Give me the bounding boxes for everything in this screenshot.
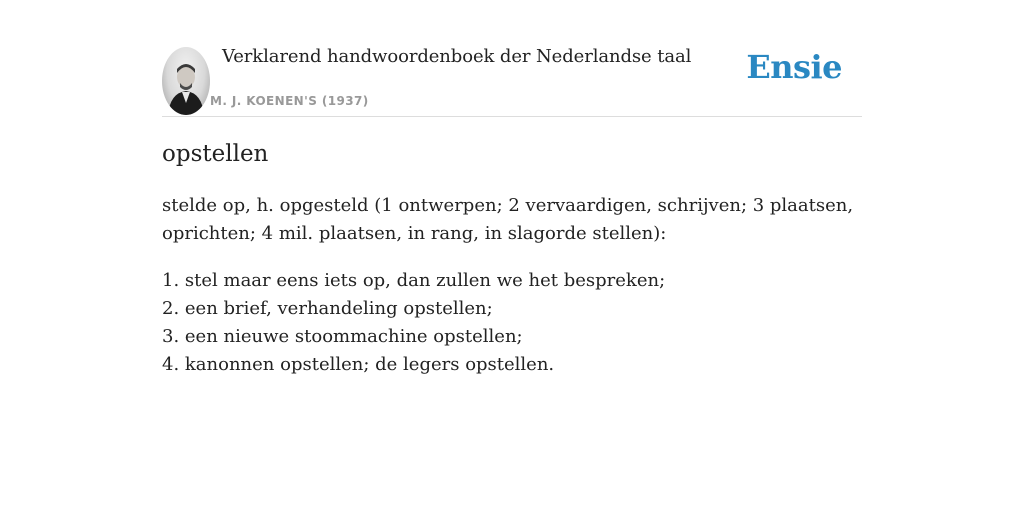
dictionary-header bbox=[162, 0, 862, 117]
example-item: 4. kanonnen opstellen; de legers opstellen. bbox=[162, 354, 555, 375]
example-item: 3. een nieuwe stoommachine opstellen; bbox=[162, 326, 523, 347]
author-portrait-icon bbox=[162, 47, 210, 115]
headword: opstellen bbox=[162, 141, 269, 167]
example-item: 2. een brief, verhandeling opstellen; bbox=[162, 298, 493, 319]
example-item: 1. stel maar eens iets op, dan zullen we het bespreken; bbox=[162, 270, 666, 291]
definition-text: stelde op, h. opgesteld (1 ontwerpen; 2 vervaardigen, schrijven; 3 plaatsen, oprichten; 4 mil. plaatsen, in rang, in slagorde stellen): bbox=[162, 195, 854, 244]
ensie-logo-link[interactable]: Ensie bbox=[746, 48, 842, 86]
example-list bbox=[162, 267, 862, 379]
book-title: Verklarend handwoordenboek der Nederlandse taal bbox=[222, 46, 692, 67]
author-label: M. J. KOENEN'S (1937) bbox=[210, 94, 369, 108]
page-content bbox=[162, 0, 862, 375]
